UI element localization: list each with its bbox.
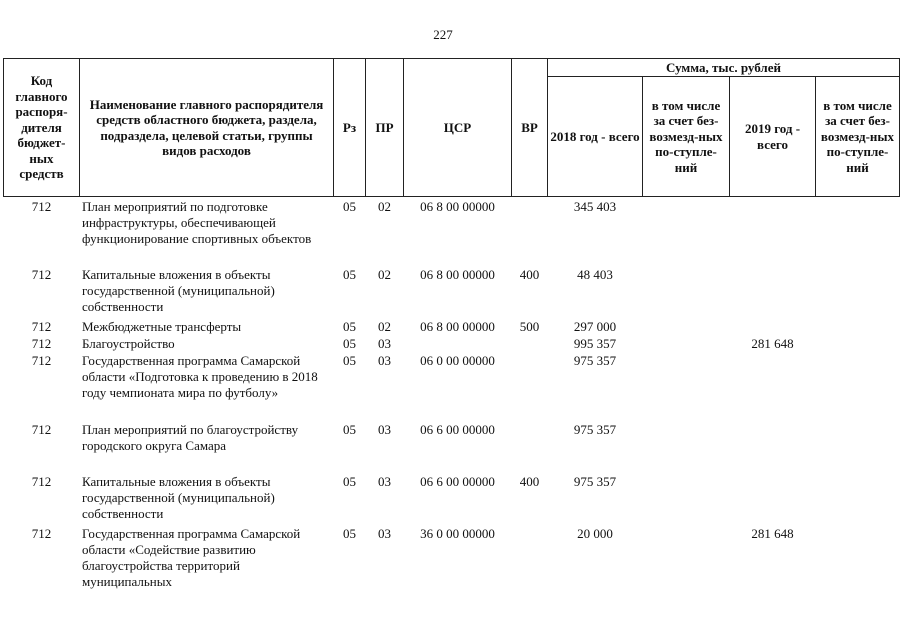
row-tsr (404, 336, 512, 353)
row-value-2018: 975 357 (573, 353, 617, 368)
row-value-2018: 297 000 (573, 319, 617, 334)
row-value-2018: 975 357 (573, 474, 617, 489)
row-free-2019 (816, 199, 900, 267)
row-free-2018 (643, 422, 730, 474)
row-name: План мероприятий по подготовке инфраструктуры, обеспечивающей функционирование спортивных объектов (82, 199, 312, 246)
row-value-2019 (730, 199, 816, 267)
row-free-2018 (643, 319, 730, 336)
row-value-2018: 20 000 (577, 526, 613, 541)
row-value-2019: 281 648 (751, 526, 794, 541)
row-code: 712 (31, 319, 52, 334)
row-name: Государственная программа Самарской области «Содействие развитию благоустройства территорий муниципальных (82, 526, 301, 589)
row-free-2018 (643, 267, 730, 319)
row-code: 712 (31, 422, 52, 437)
header-vr: ВР (512, 59, 548, 197)
row-vr (512, 336, 548, 353)
row-name: План мероприятий по благоустройству городского округа Самара (82, 422, 299, 453)
table-row (4, 336, 900, 353)
table-row (4, 353, 900, 422)
row-pr: 03 (378, 353, 391, 368)
row-pr: 03 (378, 474, 391, 489)
table-header (4, 59, 900, 197)
row-rz: 05 (343, 422, 356, 437)
row-value-2018: 975 357 (573, 422, 617, 437)
row-pr: 03 (378, 422, 391, 437)
row-value-2018: 48 403 (577, 267, 613, 282)
header-sum-group: Сумма, тыс. рублей (548, 59, 900, 77)
row-value-2019 (730, 267, 816, 319)
row-vr (512, 353, 548, 422)
table-row (4, 422, 900, 474)
table-row (4, 319, 900, 336)
table-row (4, 474, 900, 526)
row-free-2019 (816, 353, 900, 422)
row-vr (512, 422, 548, 474)
row-vr: 400 (519, 267, 540, 282)
row-pr: 02 (378, 267, 391, 282)
row-free-2018 (643, 474, 730, 526)
row-vr (512, 199, 548, 267)
row-vr: 500 (519, 319, 540, 334)
row-code: 712 (31, 353, 52, 368)
header-2019-total: 2019 год - всего (730, 77, 816, 197)
row-free-2019 (816, 336, 900, 353)
header-rz: Рз (334, 59, 366, 197)
row-free-2018 (643, 199, 730, 267)
row-value-2019 (730, 474, 816, 526)
row-rz: 05 (343, 474, 356, 489)
row-pr: 03 (378, 526, 391, 541)
row-value-2018: 995 357 (573, 336, 617, 351)
row-rz: 05 (343, 267, 356, 282)
header-name: Наименование главного распорядителя средств областного бюджета, раздела, подраздела, целевой статьи, группы видов расходов (80, 59, 334, 197)
row-code: 712 (31, 336, 52, 351)
row-vr: 400 (519, 474, 540, 489)
row-value-2019 (730, 422, 816, 474)
row-tsr: 06 8 00 00000 (420, 267, 495, 282)
row-code: 712 (31, 474, 52, 489)
row-name: Межбюджетные трансферты (82, 319, 242, 334)
row-free-2018 (643, 336, 730, 353)
row-free-2019 (816, 319, 900, 336)
row-tsr: 06 0 00 00000 (420, 353, 495, 368)
budget-table (3, 58, 900, 594)
row-value-2019: 281 648 (751, 336, 794, 351)
header-code: Код главного распоря-дителя бюджет-ных средств (4, 59, 80, 197)
header-pr: ПР (366, 59, 404, 197)
table-row (4, 199, 900, 267)
row-rz: 05 (343, 336, 356, 351)
row-name: Капитальные вложения в объекты государственной (муниципальной) собственности (82, 474, 275, 521)
header-tsr: ЦСР (404, 59, 512, 197)
row-code: 712 (31, 199, 52, 214)
row-rz: 05 (343, 526, 356, 541)
row-free-2019 (816, 526, 900, 594)
row-name: Капитальные вложения в объекты государственной (муниципальной) собственности (82, 267, 275, 314)
row-value-2018: 345 403 (573, 199, 617, 214)
header-2018-free: в том числе за счет без-возмезд-ных по-ступле-ний (643, 77, 730, 197)
row-tsr: 06 8 00 00000 (420, 199, 495, 214)
table-row (4, 526, 900, 594)
row-pr: 03 (378, 336, 391, 351)
table-row (4, 267, 900, 319)
row-free-2019 (816, 474, 900, 526)
row-name: Благоустройство (82, 336, 175, 351)
row-tsr: 36 0 00 00000 (420, 526, 495, 541)
row-free-2018 (643, 353, 730, 422)
row-rz: 05 (343, 199, 356, 214)
row-value-2019 (730, 319, 816, 336)
table-body (4, 197, 900, 595)
header-2018-total: 2018 год - всего (548, 77, 643, 197)
row-value-2019 (730, 353, 816, 422)
row-tsr: 06 8 00 00000 (420, 319, 495, 334)
row-code: 712 (31, 526, 52, 541)
row-rz: 05 (343, 353, 356, 368)
header-2019-free: в том числе за счет без-возмезд-ных по-ступле-ний (816, 77, 900, 197)
row-free-2019 (816, 267, 900, 319)
row-tsr: 06 6 00 00000 (420, 422, 495, 437)
row-vr (512, 526, 548, 594)
row-code: 712 (31, 267, 52, 282)
page-number: 227 (433, 27, 453, 42)
row-name: Государственная программа Самарской области «Подготовка к проведению в 2018 году чемпионата мира по футболу» (82, 353, 318, 400)
row-free-2019 (816, 422, 900, 474)
row-pr: 02 (378, 199, 391, 214)
row-tsr: 06 6 00 00000 (420, 474, 495, 489)
row-rz: 05 (343, 319, 356, 334)
row-pr: 02 (378, 319, 391, 334)
row-free-2018 (643, 526, 730, 594)
